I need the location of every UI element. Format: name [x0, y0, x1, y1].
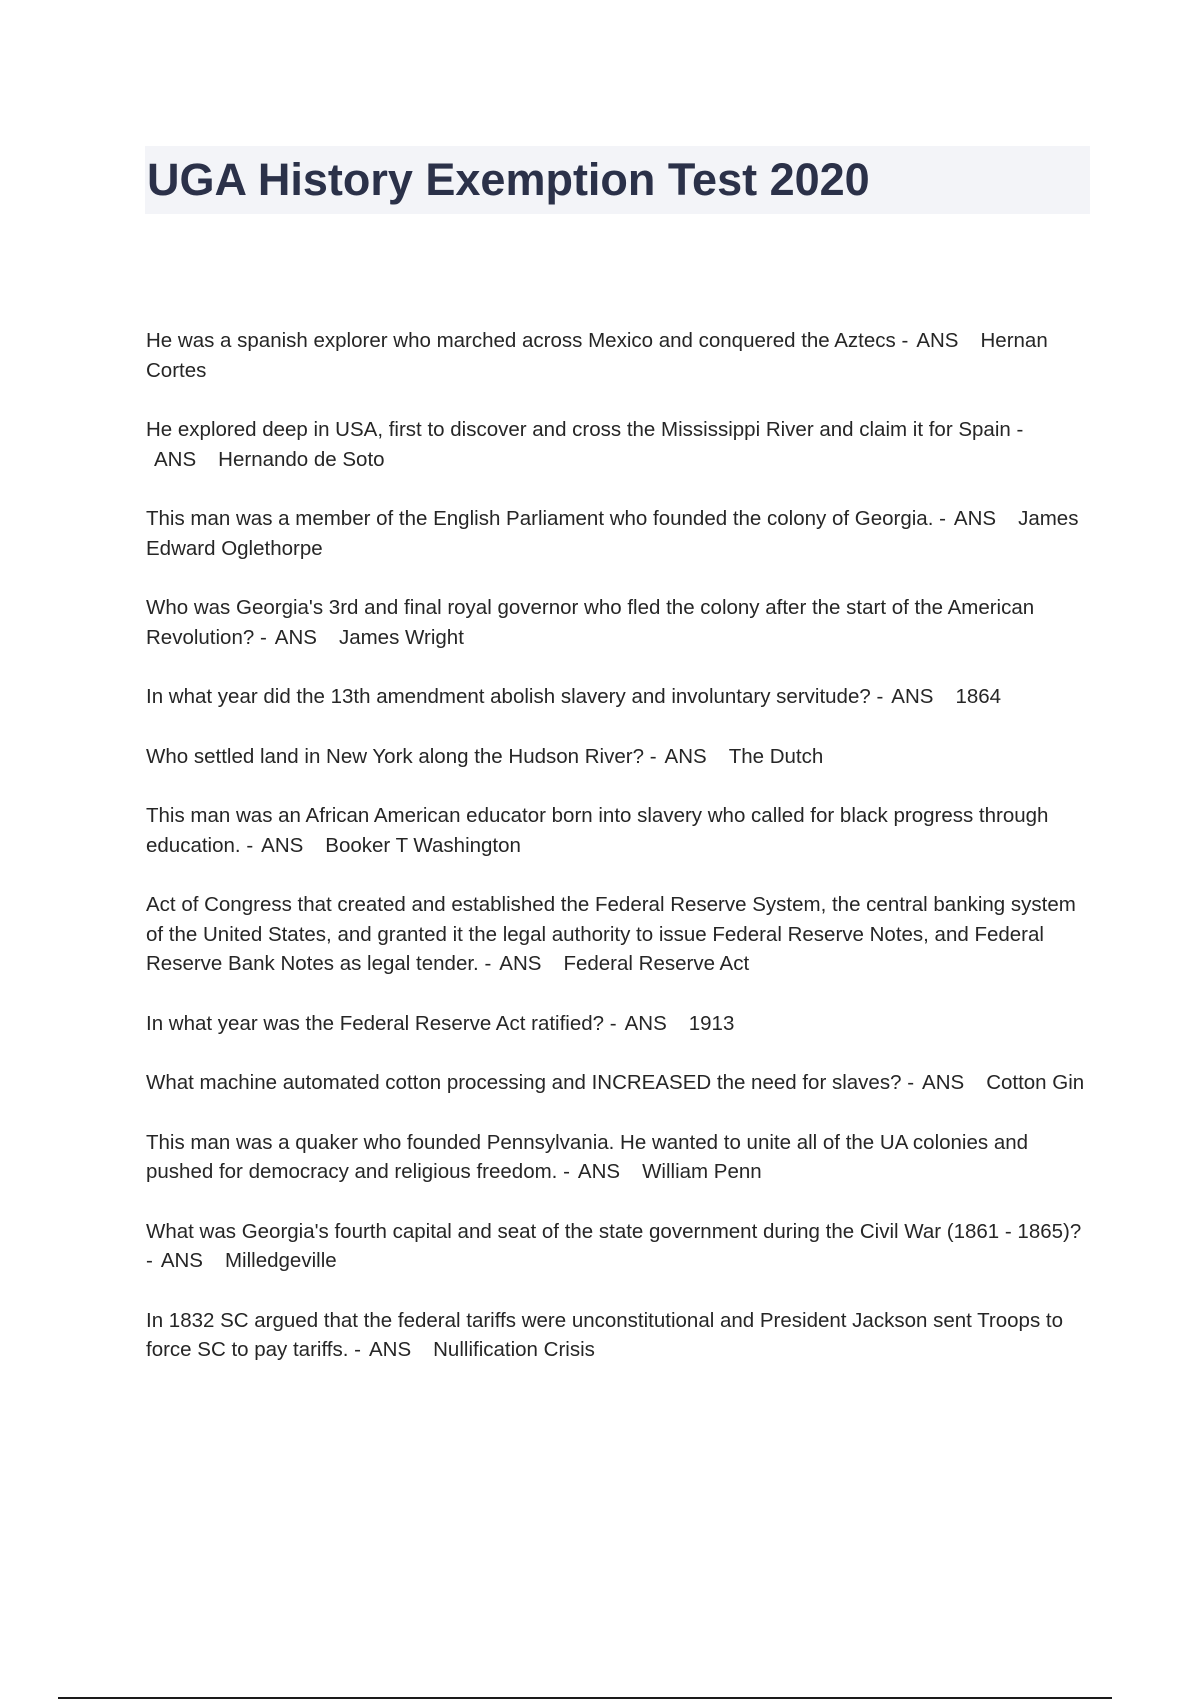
question-item — [146, 742, 1086, 772]
separator: - — [246, 833, 254, 857]
page-title: UGA History Exemption Test 2020 — [147, 154, 870, 205]
separator: - — [649, 744, 657, 768]
question-item — [146, 1128, 1086, 1187]
question-text: This man was a quaker who founded Pennsylvania. He wanted to unite all of the UA colonies and pushed for democracy and religious freedom. — [146, 1130, 1029, 1183]
ans-label: ANS — [922, 1071, 965, 1094]
question-text: This man was a member of the English Parliament who founded the colony of Georgia. — [146, 507, 934, 530]
ans-label: ANS — [953, 507, 997, 530]
question-text: Who was Georgia's 3rd and final royal governor who fled the colony after the start of the American Revolution? — [146, 596, 1035, 649]
separator: - — [354, 1338, 361, 1361]
answer-text: 1913 — [688, 1011, 735, 1035]
answer-text: Booker T Washington — [325, 833, 521, 857]
question-item — [146, 1306, 1086, 1365]
ans-label: ANS — [154, 447, 197, 471]
answer-text: Cotton Gin — [986, 1071, 1085, 1094]
separator: - — [609, 1011, 617, 1035]
question-item — [146, 593, 1086, 652]
question-text: This man was an African American educator born into slavery who called for black progress through education. — [146, 804, 1049, 857]
answer-text: Hernando de Soto — [218, 447, 385, 471]
question-text: Who settled land in New York along the Hudson River? — [146, 744, 644, 768]
question-text: Act of Congress that created and established the Federal Reserve System, the central banking system of the United States, and granted it the legal authority to issue Federal Reserve Notes, and Federal Reserve Bank Notes as legal tender. — [146, 893, 1076, 975]
separator: - — [259, 625, 267, 649]
ans-label: ANS — [577, 1160, 621, 1183]
question-item — [146, 801, 1086, 860]
ans-label: ANS — [664, 744, 707, 768]
question-item — [146, 504, 1086, 563]
ans-label: ANS — [160, 1249, 203, 1272]
question-item — [146, 415, 1086, 474]
question-text: What machine automated cotton processing and INCREASED the need for slaves? — [146, 1071, 902, 1094]
question-text: In what year was the Federal Reserve Act ratified? — [146, 1011, 605, 1035]
ans-label: ANS — [916, 329, 959, 352]
separator: - — [1016, 418, 1024, 441]
answer-text: James Wright — [338, 625, 464, 649]
question-text: What was Georgia's fourth capital and seat of the state government during the Civil War (1861 - 1865)? — [146, 1219, 1082, 1243]
question-text: In what year did the 13th amendment abolish slavery and involuntary servitude? — [146, 685, 871, 708]
separator: - — [146, 1249, 153, 1272]
answer-text: Milledgeville — [224, 1249, 337, 1272]
title-banner — [145, 146, 1090, 214]
question-item — [146, 1068, 1086, 1098]
ans-label: ANS — [261, 833, 304, 857]
ans-label: ANS — [891, 685, 934, 708]
question-item — [146, 1009, 1086, 1039]
question-list — [146, 326, 1086, 1395]
ans-label: ANS — [624, 1011, 667, 1035]
answer-text: The Dutch — [728, 744, 824, 768]
separator: - — [939, 507, 946, 530]
question-item — [146, 326, 1086, 385]
answer-text: Hernan Cortes — [146, 329, 1048, 382]
ans-label: ANS — [368, 1338, 412, 1361]
answer-text: Nullification Crisis — [433, 1338, 595, 1361]
separator: - — [907, 1071, 915, 1094]
answer-text: William Penn — [642, 1160, 762, 1183]
answer-text: Federal Reserve Act — [563, 952, 750, 975]
separator: - — [484, 952, 492, 975]
separator: - — [563, 1160, 570, 1183]
ans-label: ANS — [499, 952, 542, 975]
question-text: In 1832 SC argued that the federal tariffs were unconstitutional and President Jackson sent Troops to force SC to pay tariffs. — [146, 1308, 1063, 1361]
ans-label: ANS — [274, 625, 317, 649]
answer-text: 1864 — [955, 685, 1002, 708]
separator: - — [876, 685, 884, 708]
footer-divider — [58, 1697, 1112, 1699]
question-item — [146, 1217, 1086, 1276]
question-text: He explored deep in USA, first to discover and cross the Mississippi River and claim it for Spain — [146, 418, 1011, 441]
question-item — [146, 682, 1086, 712]
separator: - — [901, 329, 909, 352]
question-text: He was a spanish explorer who marched across Mexico and conquered the Aztecs — [146, 329, 896, 352]
question-item — [146, 890, 1086, 979]
answer-text: James Edward Oglethorpe — [146, 507, 1079, 560]
